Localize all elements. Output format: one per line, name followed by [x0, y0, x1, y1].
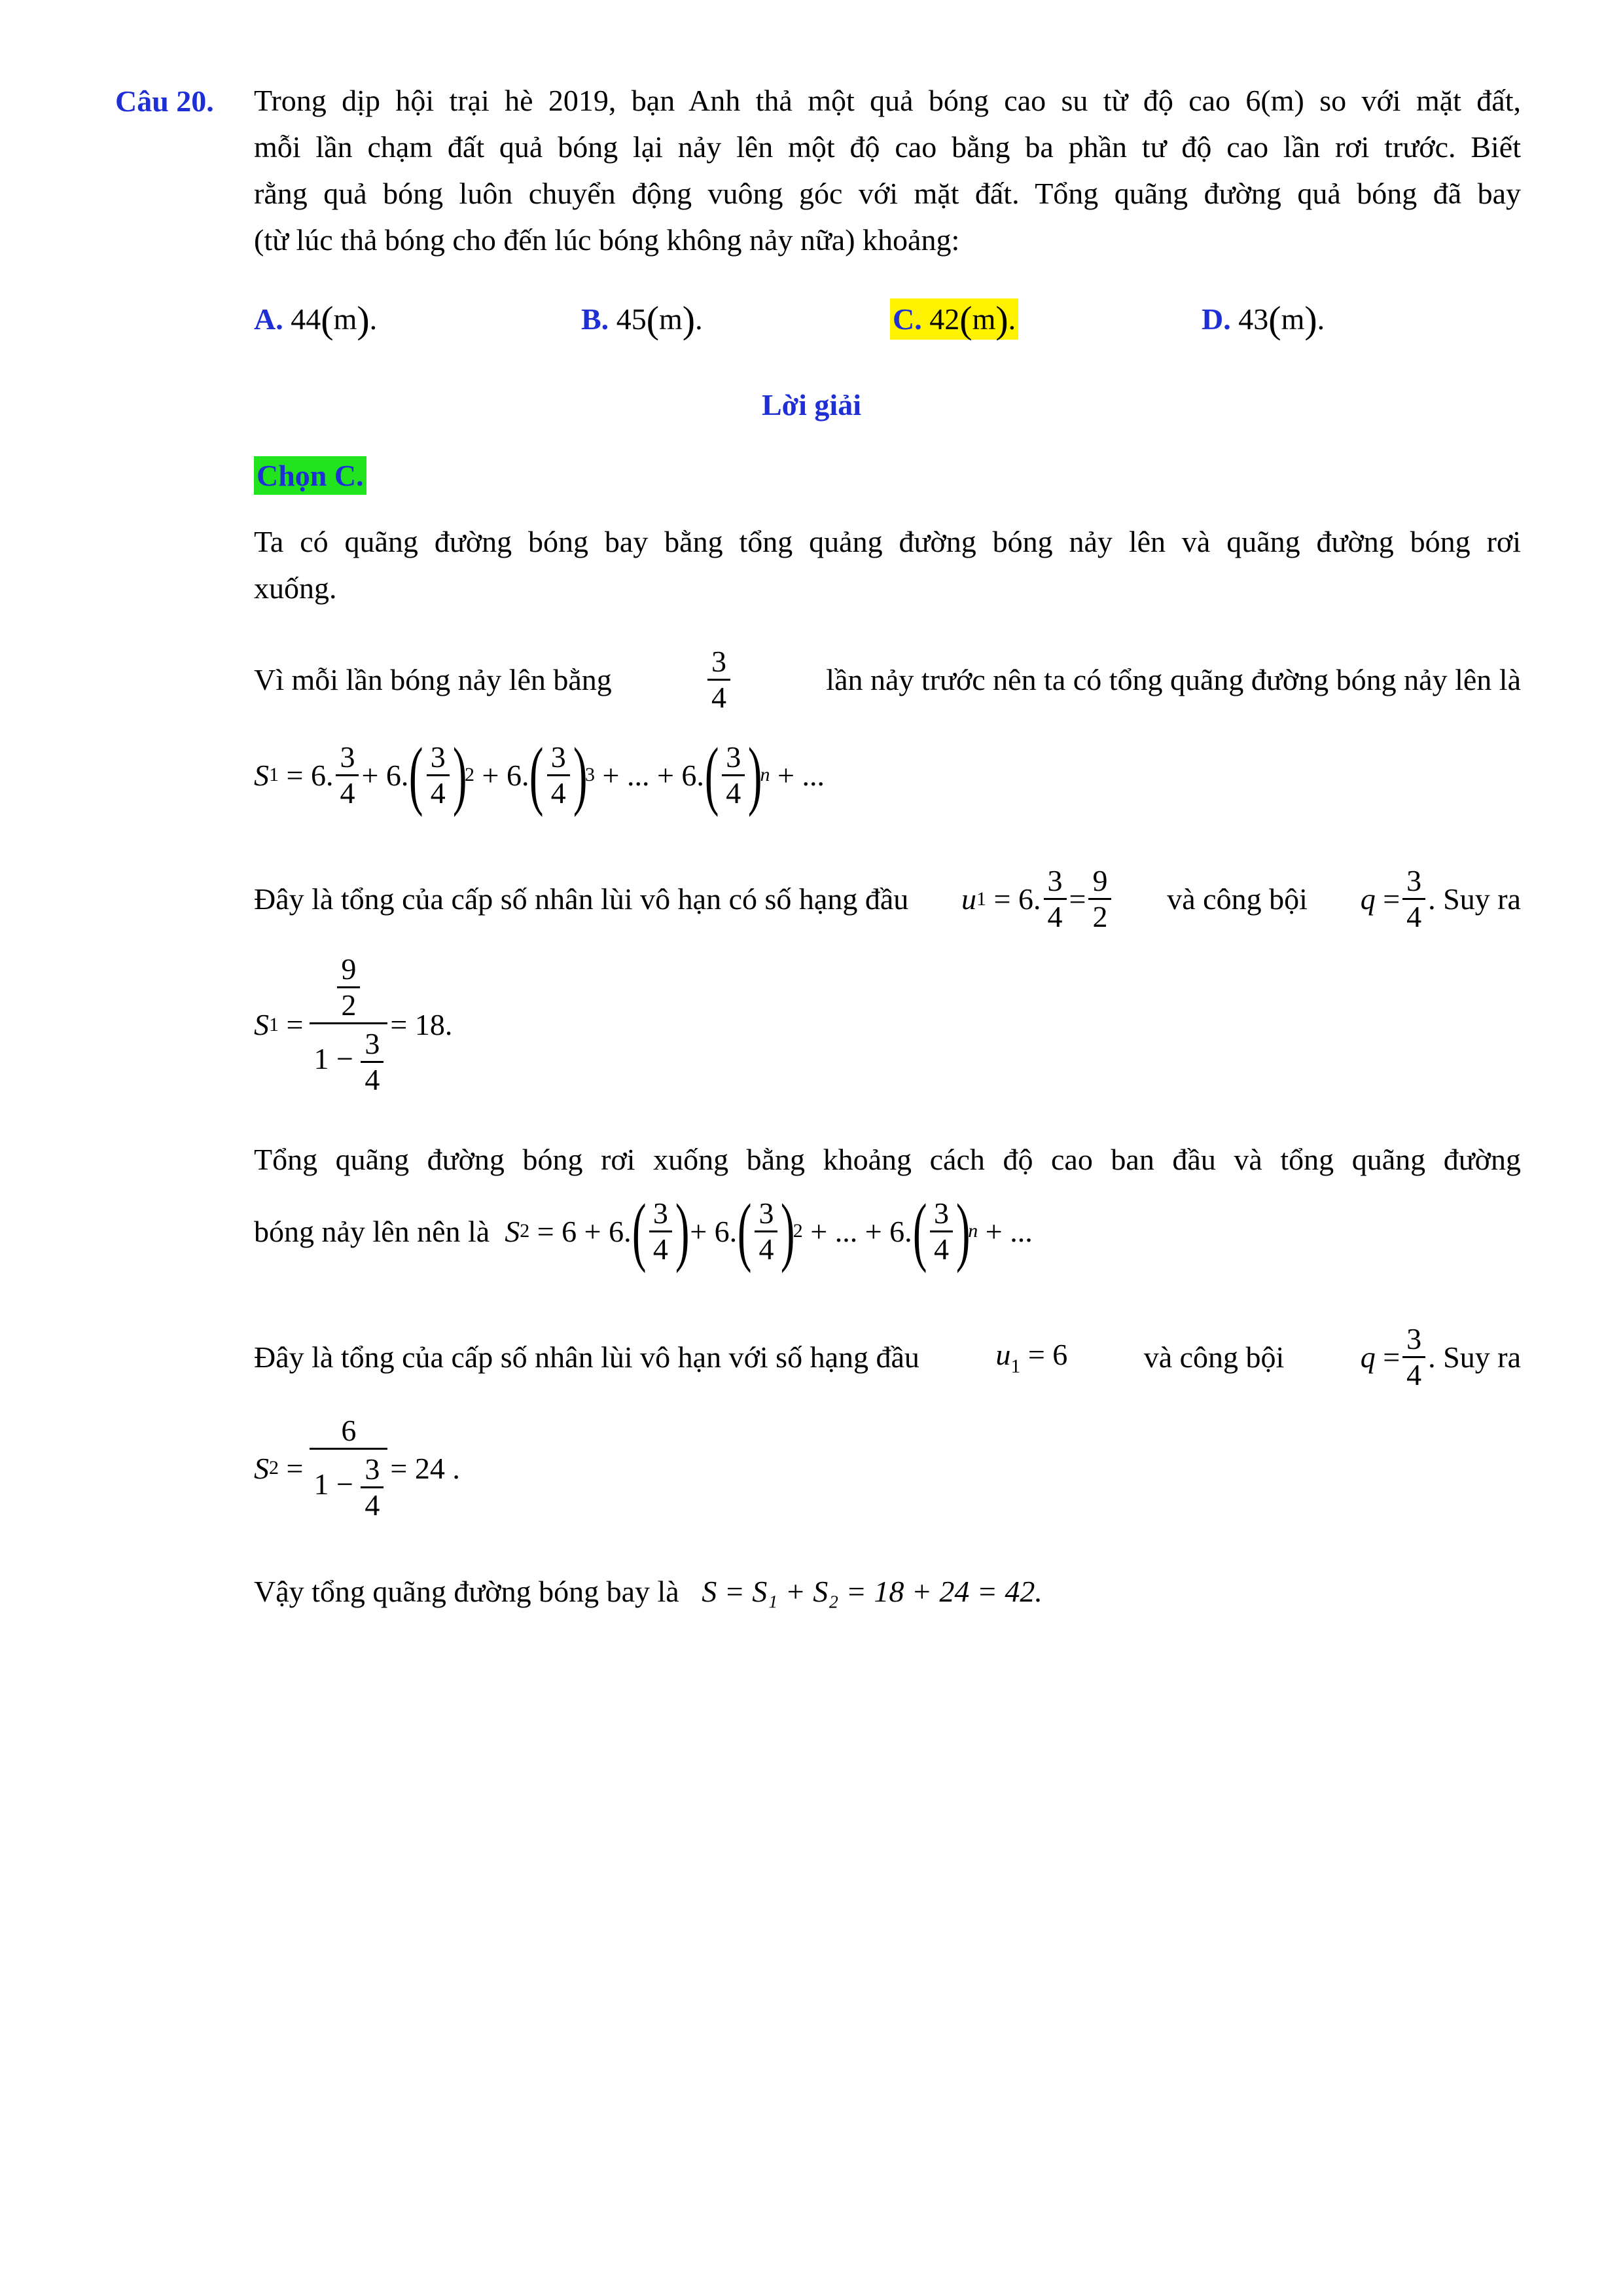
- option-b[interactable]: B. 45(m).: [581, 298, 703, 341]
- formula-s1-series: S 1 = 6. $\frac{3}{4}$ + 6. ( $\frac{3}{4}$ ) 2 + 6. ( $\frac{3}{4}$ ) 3 + ... + 6. ( $\frac{3}{4}$ ) n + ...: [254, 732, 825, 817]
- question-line: (từ lúc thả bóng cho đến lúc bóng không nảy nữa) khoảng:: [254, 223, 960, 257]
- option-c[interactable]: [890, 298, 1018, 342]
- solution-paragraph-1: Ta có quãng đường bóng bay bằng tổng quảng đường bóng nảy lên và quãng đường bóng rơi xuống.: [254, 525, 1521, 605]
- solution-paragraph-5: Đây là tổng của cấp số nhân lùi vô hạn với số hạng đầu $u_1 = 6$ và công bội q = $\frac{3}{4}$ . Suy ra: [254, 1322, 1521, 1391]
- option-c-highlight: C. 42(m).: [890, 298, 1018, 340]
- formula-u1: u 1 = 6. $\frac{3}{4}$ = $\frac{9}{2}$: [961, 864, 1114, 934]
- solution-paragraph-3: Đây là tổng của cấp số nhân lùi vô hạn có số hạng đầu u 1 = 6. $\frac{3}{4}$ = $\frac{9}{2}$ và công bội q = $\frac{3}{4}$ . Suy ra: [254, 864, 1521, 933]
- question-number: Câu 20.: [115, 84, 214, 118]
- question-line: mỗi lần chạm đất quả bóng lại nảy lên một độ cao bằng ba phần tư độ cao lần rơi trước. Biết: [254, 130, 1521, 164]
- question-line: Trong dịp hội trại hè 2019, bạn Anh thả một quả bóng cao su từ độ cao 6(m) so với mặt đất,: [254, 84, 1521, 117]
- option-a[interactable]: A. 44(m).: [254, 298, 378, 341]
- question-line: rằng quả bóng luôn chuyển động vuông góc với mặt đất. Tổng quãng đường quả bóng đã bay: [254, 177, 1521, 210]
- option-d[interactable]: D. 43(m).: [1202, 298, 1325, 341]
- formula-q: q = $\frac{3}{4}$ . Suy ra: [1360, 864, 1521, 933]
- solution-heading: Lời giải: [762, 388, 861, 422]
- final-formula: S = S₁ + S₂ = 18 + 24 = 42.: [702, 1575, 1043, 1608]
- solution-paragraph-4-line1: Tổng quãng đường bóng rơi xuống bằng khoảng cách độ cao ban đầu và tổng quãng đường: [254, 1143, 1521, 1176]
- formula-s2-result: S 2 = 6 1 − $\frac{3}{4}$ = 24 .: [254, 1414, 460, 1522]
- solution-paragraph-2: Vì mỗi lần bóng nảy lên bằng $\frac{3}{4}$ lần nảy trước nên ta có tổng quãng đường bóng nảy lên là: [254, 645, 1521, 714]
- answer-choice: [254, 458, 366, 493]
- question-text: [254, 77, 1521, 263]
- solution-paragraph-4-line2: bóng nảy lên nên là S 2 = 6 + 6. ( $\frac{3}{4}$ ) + 6. ( $\frac{3}{4}$ ) 2 + ... + 6. ( $\frac{3}{4}$ ) n + ...: [254, 1188, 1033, 1274]
- solution-conclusion: Vậy tổng quãng đường bóng bay là S = S₁ + S₂ = 18 + 24 = 42.: [254, 1575, 1043, 1608]
- formula-s1-result: S 1 = $\frac{9}{2}$ 1 − $\frac{3}{4}$ = 18.: [254, 952, 453, 1096]
- answer-choice-highlight: Chọn C.: [254, 456, 366, 495]
- fraction-3-4: $\frac{3}{4}$: [707, 645, 730, 715]
